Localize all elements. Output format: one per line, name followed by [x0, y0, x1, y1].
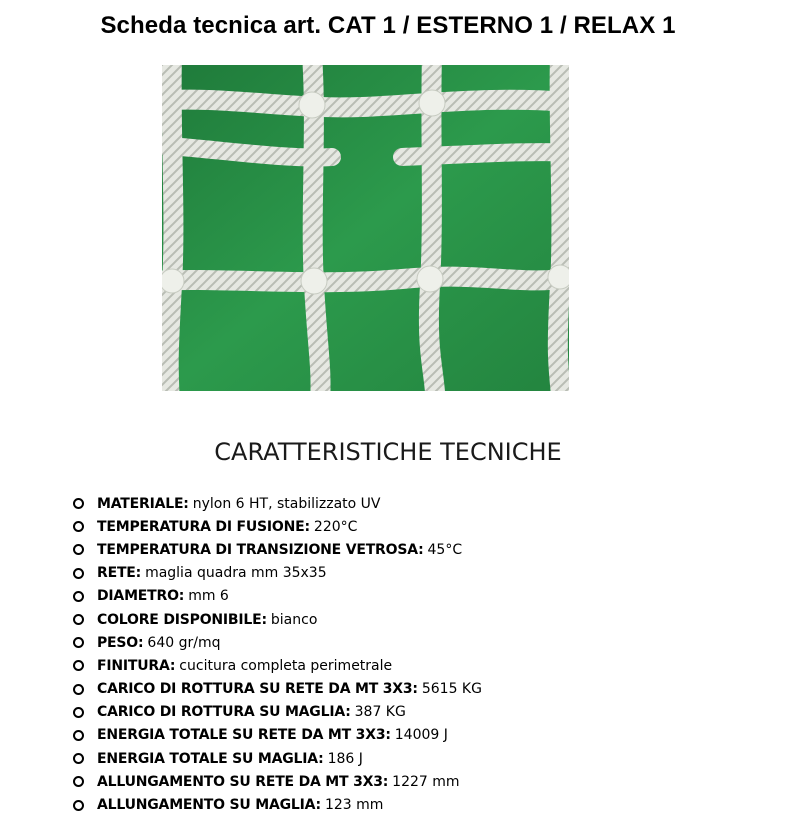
- spec-value: 1227 mm: [392, 773, 460, 790]
- spec-label: ALLUNGAMENTO SU RETE DA MT 3X3:: [97, 773, 389, 790]
- list-item: [73, 631, 482, 654]
- spec-label: ALLUNGAMENTO SU MAGLIA:: [97, 797, 321, 814]
- bullet-icon: [73, 753, 84, 764]
- spec-list: [73, 492, 482, 817]
- spec-value: 387 KG: [354, 704, 406, 721]
- spec-label: TEMPERATURA DI TRANSIZIONE VETROSA:: [97, 541, 424, 558]
- bullet-icon: [73, 776, 84, 787]
- bullet-icon: [73, 730, 84, 741]
- list-item: [73, 515, 482, 538]
- list-item: [73, 608, 482, 631]
- bullet-icon: [73, 614, 84, 625]
- bullet-icon: [73, 568, 84, 579]
- spec-label: RETE:: [97, 565, 142, 582]
- section-heading: CARATTERISTICHE TECNICHE: [214, 438, 562, 466]
- spec-value: 186 J: [327, 750, 363, 767]
- spec-value: bianco: [270, 611, 318, 628]
- list-item: [73, 538, 482, 561]
- spec-label: FINITURA:: [97, 657, 176, 674]
- spec-label: CARICO DI ROTTURA SU RETE DA MT 3X3:: [97, 681, 418, 698]
- list-item: [73, 562, 482, 585]
- spec-value: mm 6: [188, 588, 229, 605]
- spec-value: nylon 6 HT, stabilizzato UV: [192, 495, 381, 512]
- spec-label: ENERGIA TOTALE SU RETE DA MT 3X3:: [97, 727, 391, 744]
- spec-value: 14009 J: [394, 727, 448, 744]
- list-item: [73, 747, 482, 770]
- spec-label: TEMPERATURA DI FUSIONE:: [97, 518, 310, 535]
- bullet-icon: [73, 660, 84, 671]
- document-title: Scheda tecnica art. CAT 1 / ESTERNO 1 / RELAX 1: [100, 12, 676, 39]
- spec-label: COLORE DISPONIBILE:: [97, 611, 267, 628]
- net-photo-illustration: [162, 65, 569, 391]
- list-item: [73, 585, 482, 608]
- spec-label: DIAMETRO:: [97, 588, 185, 605]
- bullet-icon: [73, 544, 84, 555]
- list-item: [73, 654, 482, 677]
- list-item: [73, 793, 482, 816]
- bullet-icon: [73, 800, 84, 811]
- spec-value: cucitura completa perimetrale: [179, 657, 393, 674]
- spec-value: 45°C: [427, 541, 463, 558]
- spec-label: ENERGIA TOTALE SU MAGLIA:: [97, 750, 324, 767]
- list-item: [73, 701, 482, 724]
- bullet-icon: [73, 637, 84, 648]
- spec-label: PESO:: [97, 634, 144, 651]
- bullet-icon: [73, 684, 84, 695]
- list-item: [73, 724, 482, 747]
- list-item: [73, 770, 482, 793]
- spec-value: maglia quadra mm 35x35: [145, 565, 327, 582]
- bullet-icon: [73, 707, 84, 718]
- spec-value: 5615 KG: [421, 681, 482, 698]
- spec-label: CARICO DI ROTTURA SU MAGLIA:: [97, 704, 351, 721]
- spec-label: MATERIALE:: [97, 495, 189, 512]
- spec-value: 640 gr/mq: [147, 634, 221, 651]
- net-photo: [162, 65, 569, 391]
- bullet-icon: [73, 591, 84, 602]
- spec-value: 220°C: [313, 518, 358, 535]
- list-item: [73, 678, 482, 701]
- bullet-icon: [73, 521, 84, 532]
- bullet-icon: [73, 498, 84, 509]
- spec-value: 123 mm: [324, 797, 384, 814]
- list-item: [73, 492, 482, 515]
